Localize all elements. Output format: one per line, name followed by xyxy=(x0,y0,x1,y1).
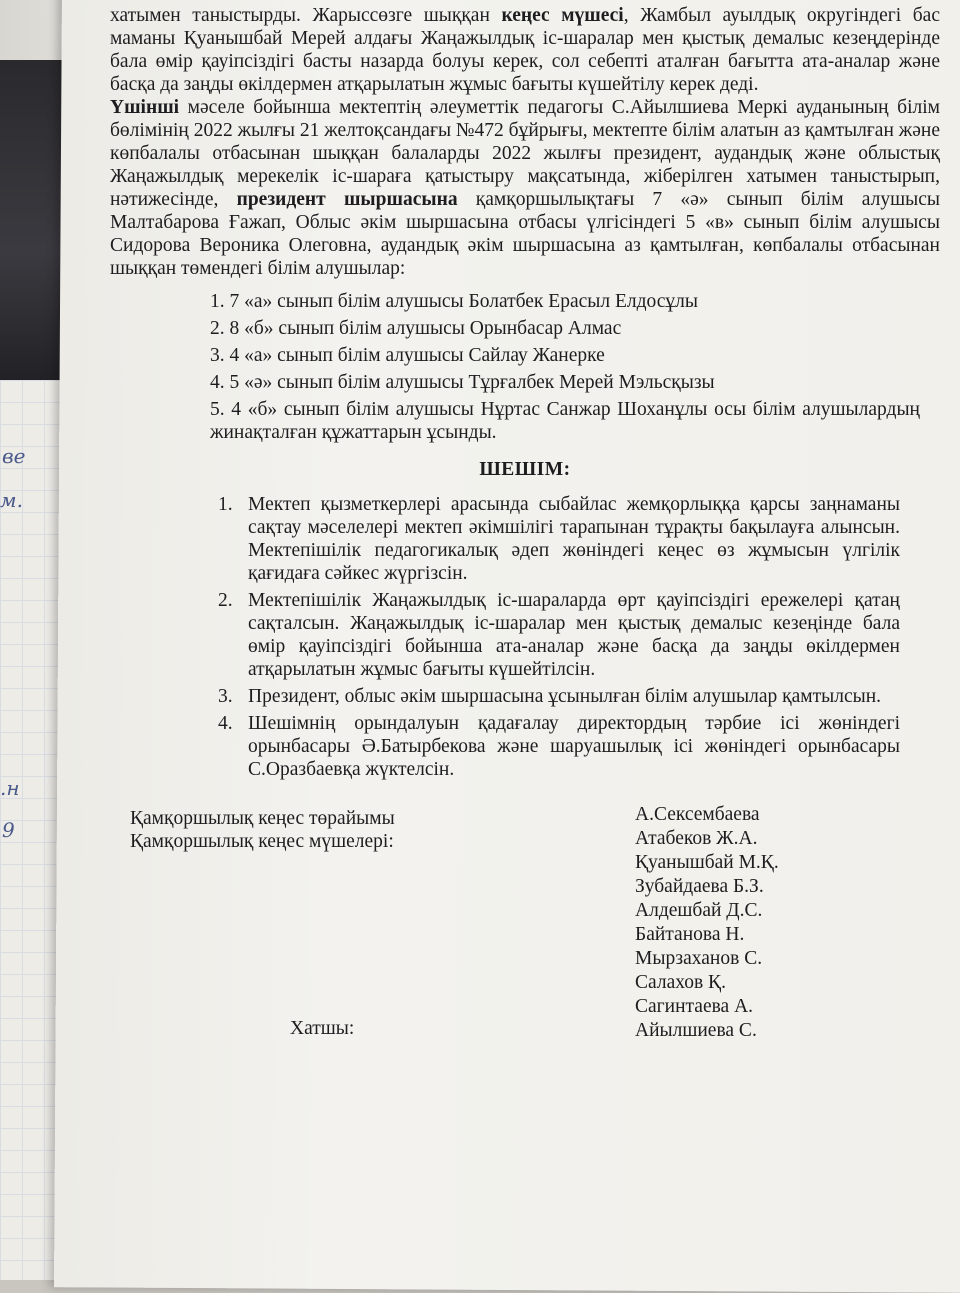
item-text: Президент, облыс әкім шыршасына ұсынылған білім алушылар қамтылсын. xyxy=(248,686,882,707)
signatory-name: Алдешбай Д.С. xyxy=(635,900,763,921)
signature-labels xyxy=(130,807,395,853)
list-item: 3. 4 «а» сынып білім алушысы Сайлау Жанерке xyxy=(210,345,605,366)
signature-names xyxy=(635,803,779,1043)
decision-heading: ШЕШІМ: xyxy=(479,459,571,480)
list-item: 2. 8 «б» сынып білім алушысы Орынбасар Алмас xyxy=(210,318,622,339)
signature-block xyxy=(110,803,940,1063)
paragraph-third-issue xyxy=(110,96,940,280)
decision-item xyxy=(210,712,900,781)
bold-text: Үшінші xyxy=(110,97,180,118)
paragraph-discussion xyxy=(110,4,940,96)
decision-item xyxy=(210,685,900,708)
signatory-name: Зубайдаева Б.З. xyxy=(635,876,764,897)
item-number: 2. xyxy=(218,590,233,611)
list-item: 5. 4 «б» сынып білім алушысы Нұртас Санжар Шоханұлы осы білім алушылардың жинақталған құжаттарын ұсынды. xyxy=(210,399,920,443)
signatory-name: Мырзаханов С. xyxy=(635,948,763,969)
text-run: мәселе бойынша мектептің әлеуметтік педагогы С.Айылшиева Меркі ауданының білім бөлімінің 2022 жылғы 21 желтоқсандағы №472 бұйрығы, мектепте білім алатын аз қамтылған және көпбалалы отбасынан шыққан балаларды 2022 жылғы президент, аудандық және облыстық Жаңажылдық мерекелік іс-шараға қатыстыру мақсатында, жіберілген хатымен таныстырып, нәтижесінде, xyxy=(110,97,940,210)
item-number: 1. xyxy=(218,494,233,515)
item-number: 3. xyxy=(218,686,233,707)
secretary-label: Хатшы: xyxy=(290,1018,355,1039)
signatory-name: Қуанышбай М.Қ. xyxy=(635,852,779,873)
text-run: қамқоршылықтағы 7 «ә» сынып білім алушысы Малтабарова Ғажап, Облыс әкім шыршасына отбасы үлгісіндегі 5 «в» сынып білім алушысы Сидорова Вероника Олеговна, аудандық әкім шыршасына аз қамтылған, көпбалалы отбасынан шыққан төмендегі білім алушылар: xyxy=(110,189,940,279)
list-item: 1. 7 «а» сынып білім алушысы Болатбек Ерасыл Елдосұлы xyxy=(210,291,698,312)
decision-item xyxy=(210,493,900,585)
members-label: Қамқоршылық кеңес мүшелері: xyxy=(130,831,394,852)
handwriting-fragment: 9 xyxy=(2,818,15,842)
bold-text: кеңес мүшесі xyxy=(501,5,624,26)
document-page xyxy=(110,0,940,1280)
list-item: 4. 5 «ә» сынып білім алушысы Тұрғалбек Мерей Мэльсқызы xyxy=(210,372,715,393)
item-text: Шешімнің орындалуын қадағалау директордың тәрбие ісі жөніндегі орынбасары Ә.Батырбекова және шаруашылық ісі жөніндегі орынбасары С.Оразбаевқа жүктелсін. xyxy=(248,713,900,780)
signatory-name: Сагинтаева А. xyxy=(635,996,754,1017)
chair-label: Қамқоршылық кеңес төрайымы xyxy=(130,808,395,829)
handwriting-fragment: ве xyxy=(2,444,26,468)
item-text: Мектепішілік Жаңажылдық іс-шараларда өрт қауіпсіздігі ережелері қатаң сақталсын. Жаңажылдық іс-шаралар мен қыстық демалыс кезеңінде бала өмір қауіпсіздігі бойынша ата-аналар және басқа да заңды өкілдермен атқарылатын жұмыс бағыты күшейтілсін. xyxy=(248,590,900,680)
signatory-name: Байтанова Н. xyxy=(635,924,745,945)
signatory-name: Салахов Қ. xyxy=(635,972,726,993)
decision-item xyxy=(210,589,900,681)
student-list xyxy=(210,290,940,444)
text-run: , Жамбыл ауылдық округіндегі бас маманы Қуанышбай Мерей алдағы Жаңажылдық іс-шаралар мен қыстық демалыс кезеңдерінде бала өмір қауіпсіздігі басты назарда болуы керек, сол себепті аталған бағытта ата-аналар және басқа да заңды өкілдермен атқарылатын жұмыс бағыты күшейтілу керек деді. xyxy=(110,5,940,95)
decision-list xyxy=(210,493,900,781)
signatory-name: Айылшиева С. xyxy=(635,1020,757,1041)
handwriting-fragment: .н xyxy=(0,776,20,800)
text-run: хатымен таныстырды. Жарыссөзге шыққан xyxy=(110,5,502,26)
signatory-name: Атабеков Ж.А. xyxy=(635,828,758,849)
item-number: 4. xyxy=(218,713,233,734)
bold-text: президент шыршасына xyxy=(236,189,458,210)
handwriting-fragment: м. xyxy=(0,488,23,512)
item-text: Мектеп қызметкерлері арасында сыбайлас жемқорлыққа қарсы заңнаманы сақтау мәселелері мектеп әкімшілігі тарапынан тұрақты бақылауға алынсын. Мектепішілік педагогикалық әдеп жөніндегі кеңес өз жұмысын үлгілік қағидаға сәйкес жүргізсін. xyxy=(248,494,900,584)
signatory-name: А.Сексембаева xyxy=(635,804,760,825)
